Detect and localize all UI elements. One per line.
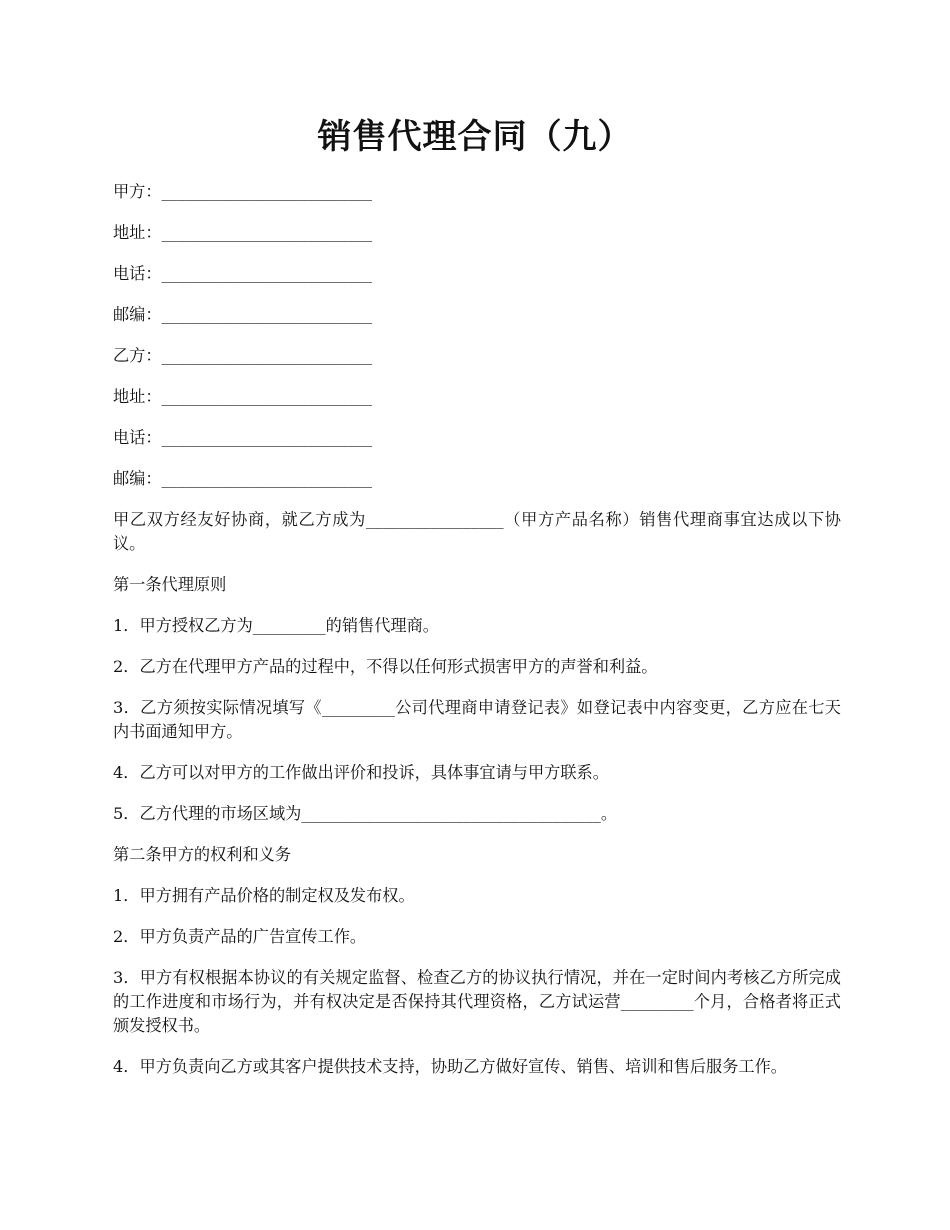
section-1-item-1: 1．甲方授权乙方为_________的销售代理商。 xyxy=(113,616,439,635)
section-2-heading: 第二条甲方的权利和义务 xyxy=(113,845,292,864)
document-body xyxy=(113,180,841,1096)
document-title: 销售代理合同（九） xyxy=(317,117,633,157)
section-1-heading: 第一条代理原则 xyxy=(113,575,227,594)
party-b-name-field: 乙方：__________________________ xyxy=(113,346,372,365)
section-1-item-5: 5．乙方代理的市场区域为_____________________________________。 xyxy=(113,804,618,823)
party-a-postcode-field: 邮编：__________________________ xyxy=(113,305,372,324)
party-a-phone-field: 电话：__________________________ xyxy=(113,264,372,283)
intro-paragraph: 甲乙双方经友好协商，就乙方成为_________________（甲方产品名称）销售代理商事宜达成以下协议。 xyxy=(113,510,841,553)
section-2-item-2: 2．甲方负责产品的广告宣传工作。 xyxy=(113,927,367,946)
party-b-address-field: 地址：__________________________ xyxy=(113,387,372,406)
party-a-address-field: 地址：__________________________ xyxy=(113,223,372,242)
party-a-name-field: 甲方：__________________________ xyxy=(113,182,372,201)
section-2-item-4: 4．甲方负责向乙方或其客户提供技术支持，协助乙方做好宣传、销售、培训和售后服务工作。 xyxy=(113,1057,787,1076)
party-b-phone-field: 电话：__________________________ xyxy=(113,428,372,447)
section-1-item-3: 3．乙方须按实际情况填写《_________公司代理商申请登记表》如登记表中内容变更，乙方应在七天内书面通知甲方。 xyxy=(113,698,841,741)
party-b-postcode-field: 邮编：__________________________ xyxy=(113,469,372,488)
section-2-item-3: 3．甲方有权根据本协议的有关规定监督、检查乙方的协议执行情况，并在一定时间内考核乙方所完成的工作进度和市场行为，并有权决定是否保持其代理资格，乙方试运营_________个月，合格者将正式颁发授权书。 xyxy=(113,968,841,1035)
section-1-item-4: 4．乙方可以对甲方的工作做出评价和投诉，具体事宜请与甲方联系。 xyxy=(113,763,609,782)
section-1-item-2: 2．乙方在代理甲方产品的过程中，不得以任何形式损害甲方的声誉和利益。 xyxy=(113,657,658,676)
section-2-item-1: 1．甲方拥有产品价格的制定权及发布权。 xyxy=(113,886,415,905)
